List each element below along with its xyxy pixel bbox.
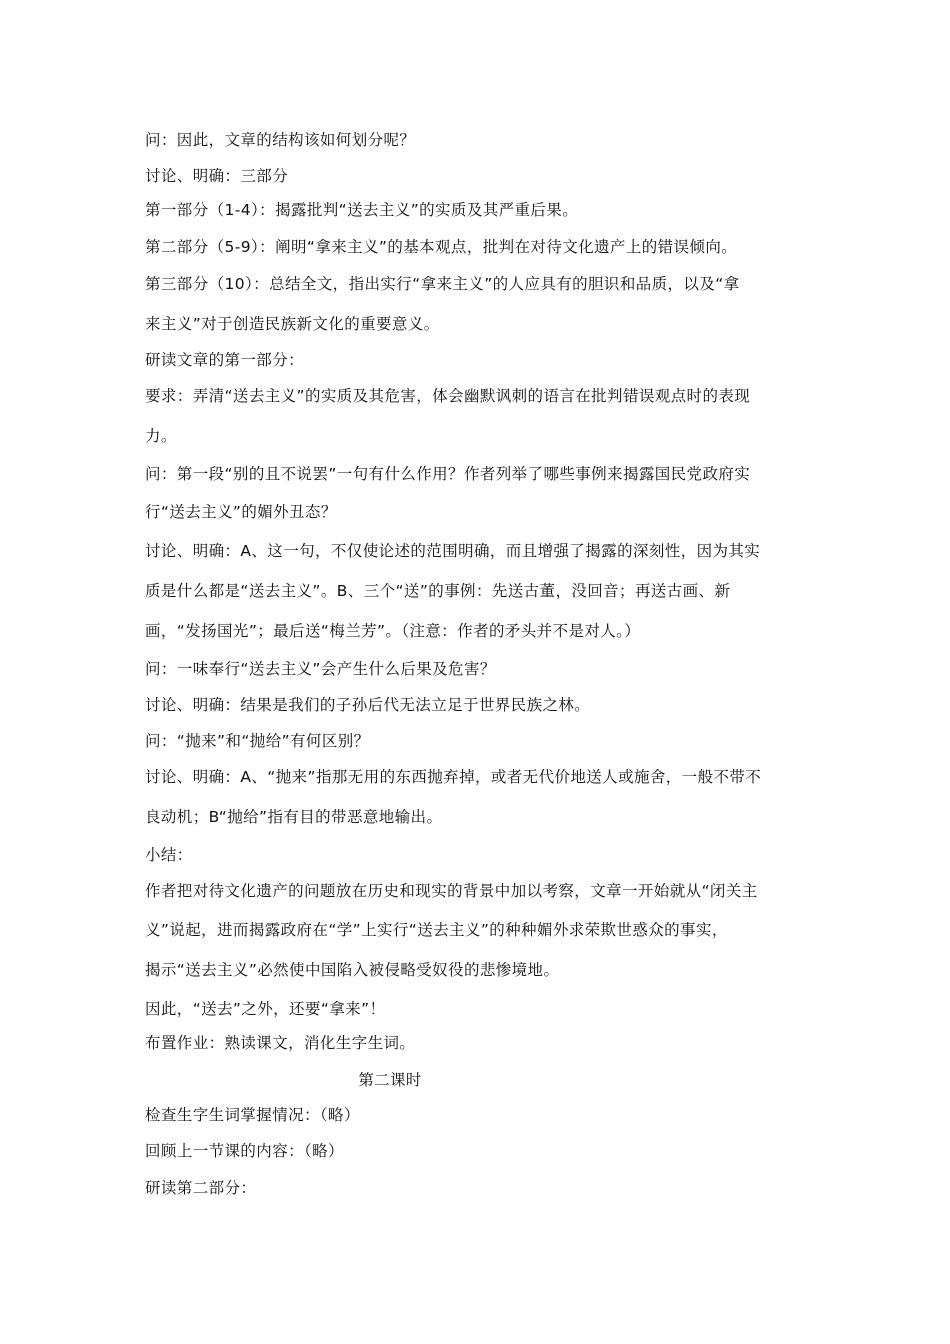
text-line: 讨论、明确：三部分 <box>145 167 289 185</box>
text-line: 布置作业：熟读课文，消化生字生词。 <box>145 1034 416 1052</box>
text-line: 问：“抛来”和“抛给”有何区别？ <box>145 732 370 750</box>
text-line: 义”说起，进而揭露政府在“学”上实行“送去主义”的种种媚外求荣欺世惑众的事实， <box>145 921 728 939</box>
text-line: 第二部分（5-9）：阐明“拿来主义”的基本观点，批判在对待文化遗产上的错误倾向。 <box>145 238 738 256</box>
text-line: 要求：弄清“送去主义”的实质及其危害，体会幽默讽刺的语言在批判错误观点时的表现 <box>145 387 751 405</box>
text-line: 画，“发扬国光”；最后送“梅兰芳”。（注意：作者的矛头并不是对人。） <box>145 622 641 640</box>
text-line: 第三部分（10）：总结全文，指出实行“拿来主义”的人应具有的胆识和品质，以及“拿 <box>145 275 740 293</box>
lesson-heading: 第二课时 <box>358 1071 422 1089</box>
text-line: 因此，“送去”之外，还要“拿来”！ <box>145 1000 386 1018</box>
text-line: 作者把对待文化遗产的问题放在历史和现实的背景中加以考察，文章一开始就从“闭关主 <box>145 882 758 900</box>
section-heading: 研读第二部分： <box>145 1179 257 1197</box>
text-line: 问：第一段“别的且不说罢”一句有什么作用？作者列举了哪些事例来揭露国民党政府实 <box>145 465 751 483</box>
text-line: 讨论、明确：A、这一句，不仅使论述的范围明确，而且增强了揭露的深刻性，因为其实 <box>145 542 761 560</box>
text-line: 来主义”对于创造民族新文化的重要意义。 <box>145 315 440 333</box>
text-line: 揭示“送去主义”必然使中国陷入被侵略受奴役的悲惨境地。 <box>145 961 560 979</box>
text-line: 行“送去主义”的媚外丑态？ <box>145 503 337 521</box>
text-line: 回顾上一节课的内容：（略） <box>145 1142 344 1160</box>
text-line: 第一部分（1-4）：揭露批判“送去主义”的实质及其严重后果。 <box>145 201 579 219</box>
text-line: 检查生字生词掌握情况：（略） <box>145 1106 360 1124</box>
text-line: 问：一味奉行“送去主义”会产生什么后果及危害？ <box>145 660 496 678</box>
text-line: 力。 <box>145 427 177 445</box>
text-line: 问：因此，文章的结构该如何划分呢？ <box>145 131 416 149</box>
text-line: 讨论、明确：结果是我们的子孙后代无法立足于世界民族之林。 <box>145 696 591 714</box>
text-line: 讨论、明确：A、“抛来”指那无用的东西抛弃掉，或者无代价地送人或施舍，一般不带不 <box>145 768 762 786</box>
section-heading: 研读文章的第一部分： <box>145 351 305 369</box>
section-heading: 小结： <box>145 846 193 864</box>
text-line: 质是什么都是“送去主义”。B、三个“送”的事例：先送古董，没回音；再送古画、新 <box>145 582 731 600</box>
text-line: 良动机；B“抛给”指有目的带恶意地输出。 <box>145 808 443 826</box>
